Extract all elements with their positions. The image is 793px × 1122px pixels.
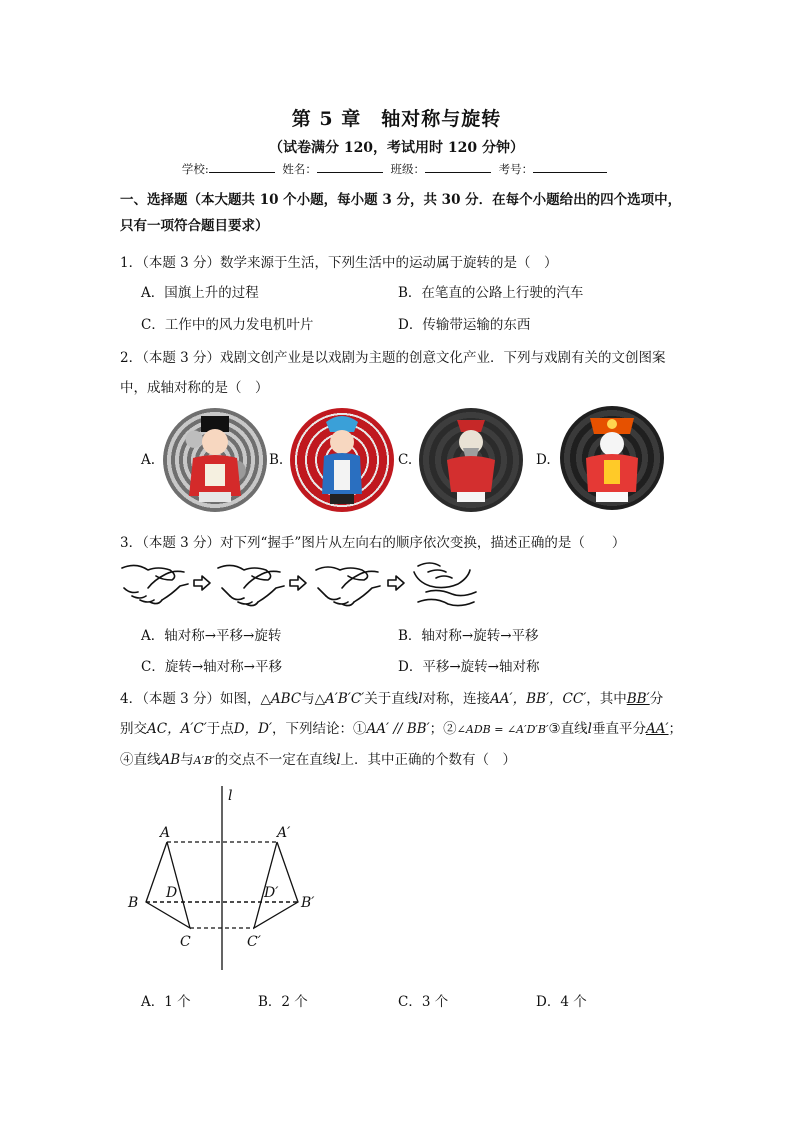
arrow-right-1-icon: [194, 576, 210, 590]
school-blank: [209, 161, 275, 173]
class-blank: [425, 161, 491, 173]
q1-option-d: D．传输带运输的东西: [398, 317, 531, 333]
q2-option-a: A.: [141, 452, 156, 468]
q3-option-c: C．旋转→轴对称→平移: [141, 659, 282, 675]
q3-option-a: A．轴对称→平移→旋转: [141, 628, 282, 644]
q3-option-d: D．平移→旋转→轴对称: [398, 659, 540, 675]
opera-character-d-icon: [560, 406, 664, 510]
q3-stem: 3．（本题 3 分）对下列“握手”图片从左向右的顺序依次变换，描述正确的是（ ）: [120, 535, 626, 551]
label-b2: B′: [301, 895, 315, 911]
q4-option-a: A．1 个: [141, 994, 191, 1010]
name-label: 姓名：: [282, 162, 317, 176]
q4-stem-line1: 4．（本题 3 分）如图，△ABC与△A′B′C′关于直线l对称，连接AA′，BB′，CC′，其中BB′分: [120, 691, 664, 707]
label-a2: A′: [277, 825, 291, 841]
opera-figure-b-image: [290, 408, 394, 512]
page-title: 第 5 章 轴对称与旋转: [291, 108, 502, 130]
label-a: A: [160, 825, 171, 841]
q1-stem: 1．（本题 3 分）数学来源于生活，下列生活中的运动属于旋转的是（ ）: [120, 255, 558, 271]
label-c: C: [180, 934, 191, 950]
opera-character-c-icon: [419, 408, 523, 512]
name-blank: [317, 161, 383, 173]
handshake-2-icon: [218, 565, 284, 605]
label-c2: C′: [247, 934, 261, 950]
exam-number-blank: [533, 161, 607, 173]
class-label: 班级：: [390, 162, 426, 176]
arrow-right-2-icon: [290, 576, 306, 590]
section-heading-line1: 一、选择题（本大题共 10 个小题，每小题 3 分，共 30 分．在每个小题给出的四个选项中，: [120, 192, 682, 208]
q2-option-c: C.: [398, 452, 413, 468]
label-l: l: [228, 788, 233, 804]
arrow-right-3-icon: [388, 576, 404, 590]
q2-option-b: B.: [269, 452, 284, 468]
q4-geometry-figure: [120, 780, 330, 972]
handshake-3-icon: [316, 567, 380, 606]
q1-option-a: A．国旗上升的过程: [141, 285, 259, 301]
q4-option-d: D．4 个: [536, 994, 587, 1010]
opera-figure-c-image: [419, 408, 523, 512]
q4-stem-line2: 别交AC，A′C′于点D，D′，下列结论：①AA′ // BB′；②∠ADB = ∠A′D′B′③直线l垂直平分AA′；: [120, 721, 683, 737]
section-heading-line2: 只有一项符合题目要求）: [120, 218, 269, 234]
opera-character-a-icon: [163, 408, 267, 512]
q4-stem-line3: ④直线AB与A′B′的交点不一定在直线l上．其中正确的个数有（ ）: [120, 752, 517, 768]
handshake-sequence-figure: [118, 558, 508, 610]
label-b: B: [128, 895, 139, 911]
q2-option-d: D.: [536, 452, 551, 468]
label-d2: D′: [264, 885, 279, 901]
q2-stem-line2: 中，成轴对称的是（ ）: [120, 380, 269, 396]
q3-option-b: B．轴对称→旋转→平移: [398, 628, 539, 644]
opera-figure-d-image: [560, 406, 664, 510]
label-d: D: [166, 885, 178, 901]
exam-number-label: 考号：: [498, 162, 534, 176]
page-subtitle: （试卷满分 120，考试用时 120 分钟）: [268, 140, 525, 156]
school-label: 学校:: [181, 162, 209, 176]
q4-option-c: C．3 个: [398, 994, 449, 1010]
q1-option-b: B．在笔直的公路上行驶的汽车: [398, 285, 584, 301]
handshake-4-icon: [414, 563, 476, 606]
q1-option-c: C．工作中的风力发电机叶片: [141, 317, 314, 333]
student-info-line: [0, 161, 793, 177]
opera-figure-a-image: [163, 408, 267, 512]
opera-character-b-icon: [290, 408, 394, 512]
handshake-1-icon: [122, 565, 188, 603]
q4-option-b: B．2 个: [258, 994, 308, 1010]
q2-stem-line1: 2．（本题 3 分）戏剧文创产业是以戏剧为主题的创意文化产业．下列与戏剧有关的文创图案: [120, 350, 666, 366]
